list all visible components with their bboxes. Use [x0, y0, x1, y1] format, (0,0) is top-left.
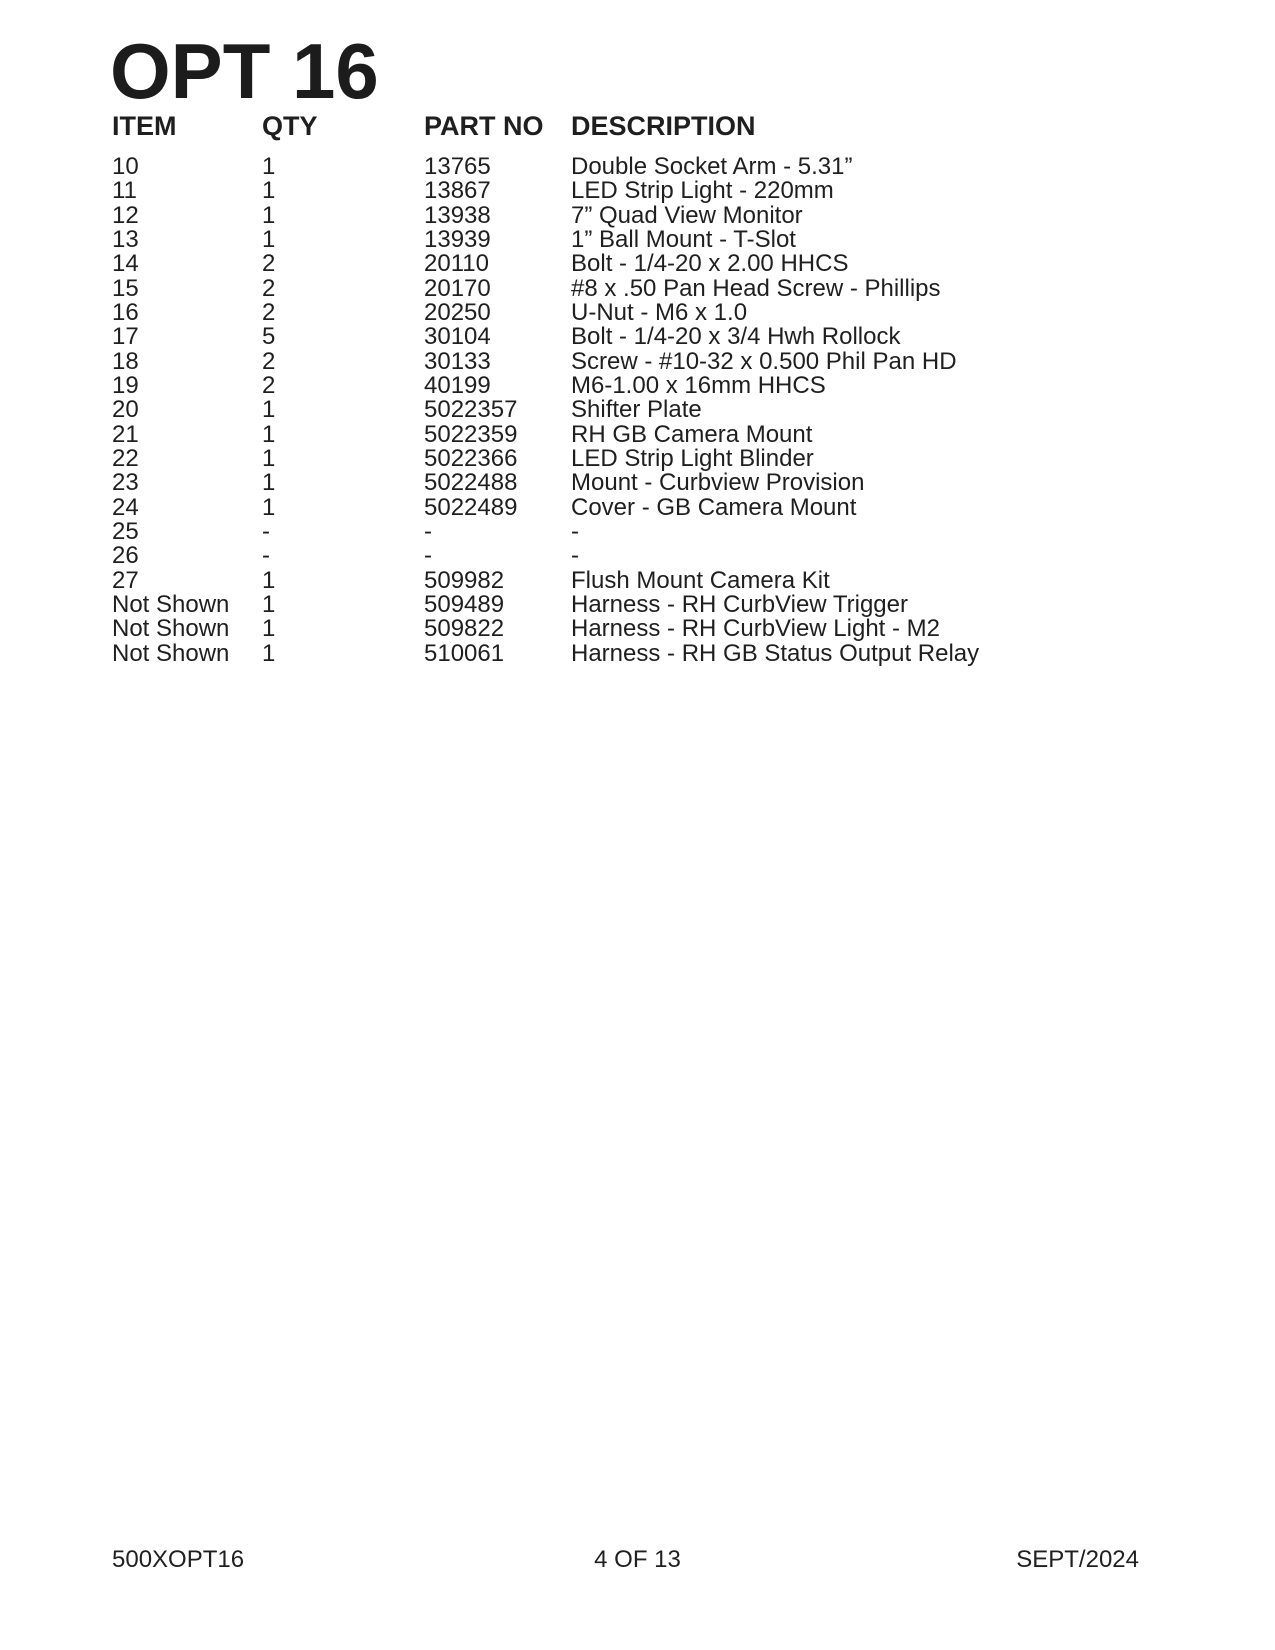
column-header-qty: QTY — [262, 111, 318, 141]
cell-part-no: 509822 — [424, 615, 505, 643]
cell-qty: 1 — [262, 590, 276, 618]
cell-description: Harness - RH CurbView Trigger — [571, 590, 908, 618]
cell-part-no: 5022357 — [424, 396, 518, 424]
table-row — [112, 566, 1192, 594]
cell-item: 15 — [112, 274, 139, 302]
column-header-item: ITEM — [112, 111, 177, 141]
table-row — [112, 544, 1192, 568]
cell-part-no: 5022488 — [424, 469, 518, 497]
table-header-row — [112, 112, 1192, 140]
cell-qty: 1 — [262, 201, 276, 229]
table-row — [112, 639, 1192, 667]
parts-table — [112, 112, 1192, 666]
column-header-description: DESCRIPTION — [571, 111, 756, 141]
cell-item: 14 — [112, 250, 139, 278]
cell-description: U-Nut - M6 x 1.0 — [571, 298, 748, 326]
cell-item: Not Shown — [112, 639, 230, 667]
cell-description: Cover - GB Camera Mount — [571, 493, 857, 521]
cell-description: RH GB Camera Mount — [571, 420, 813, 448]
cell-item: 23 — [112, 469, 139, 497]
cell-qty: 5 — [262, 323, 276, 351]
table-row — [112, 252, 1192, 276]
cell-part-no: 20170 — [424, 274, 491, 302]
table-row — [112, 225, 1192, 253]
cell-item: Not Shown — [112, 590, 230, 618]
table-row — [112, 617, 1192, 641]
table-body — [112, 155, 1192, 666]
cell-qty: 1 — [262, 225, 276, 253]
cell-part-no: 5022359 — [424, 420, 518, 448]
table-row — [112, 347, 1192, 375]
cell-qty: - — [262, 542, 270, 570]
cell-description: Bolt - 1/4-20 x 2.00 HHCS — [571, 250, 849, 278]
cell-part-no: 20250 — [424, 298, 491, 326]
cell-part-no: 30133 — [424, 347, 491, 375]
table-row — [112, 179, 1192, 203]
cell-description: Flush Mount Camera Kit — [571, 566, 830, 594]
cell-description: Harness - RH CurbView Light - M2 — [571, 615, 941, 643]
cell-qty: 1 — [262, 153, 276, 180]
cell-description: M6-1.00 x 16mm HHCS — [571, 371, 826, 399]
cell-description: Double Socket Arm - 5.31” — [571, 153, 853, 180]
cell-item: 13 — [112, 225, 139, 253]
table-row — [112, 493, 1192, 521]
cell-item: 24 — [112, 493, 139, 521]
table-row — [112, 298, 1192, 326]
cell-description: LED Strip Light - 220mm — [571, 177, 834, 205]
cell-description: 7” Quad View Monitor — [571, 201, 803, 229]
cell-item: 22 — [112, 444, 139, 472]
table-row — [112, 444, 1192, 472]
cell-qty: 1 — [262, 177, 276, 205]
cell-part-no: 13765 — [424, 153, 491, 180]
cell-qty: 1 — [262, 444, 276, 472]
table-row — [112, 420, 1192, 448]
cell-qty: 2 — [262, 274, 276, 302]
cell-item: 11 — [112, 177, 137, 205]
cell-qty: 1 — [262, 493, 276, 521]
cell-description: Screw - #10-32 x 0.500 Phil Pan HD — [571, 347, 957, 375]
cell-item: 27 — [112, 566, 139, 594]
table-row — [112, 517, 1192, 545]
cell-item: Not Shown — [112, 615, 230, 643]
cell-qty: - — [262, 517, 270, 545]
cell-qty: 1 — [262, 396, 276, 424]
cell-item: 18 — [112, 347, 139, 375]
page-title: OPT 16 — [110, 27, 379, 115]
cell-qty: 1 — [262, 420, 276, 448]
cell-description: Mount - Curbview Provision — [571, 469, 865, 497]
table-row — [112, 201, 1192, 229]
cell-item: 26 — [112, 542, 139, 570]
cell-qty: 2 — [262, 347, 276, 375]
cell-part-no: 13867 — [424, 177, 491, 205]
footer-date: SEPT/2024 — [1016, 1546, 1139, 1573]
cell-item: 19 — [112, 371, 139, 399]
cell-part-no: 510061 — [424, 639, 505, 667]
cell-description: - — [571, 542, 579, 570]
cell-part-no: 509489 — [424, 590, 505, 618]
table-row — [112, 471, 1192, 495]
cell-description: - — [571, 517, 579, 545]
cell-description: LED Strip Light Blinder — [571, 444, 814, 472]
cell-part-no: 509982 — [424, 566, 505, 594]
cell-description: 1” Ball Mount - T-Slot — [571, 225, 796, 253]
cell-part-no: 13939 — [424, 225, 491, 253]
cell-item: 25 — [112, 517, 139, 545]
footer-doc-code: 500XOPT16 — [112, 1546, 245, 1573]
cell-part-no: 13938 — [424, 201, 491, 229]
footer-page-number: 4 OF 13 — [594, 1546, 681, 1573]
cell-qty: 2 — [262, 371, 276, 399]
table-row — [112, 590, 1192, 618]
table-row — [112, 325, 1192, 349]
cell-qty: 2 — [262, 250, 276, 278]
table-row — [112, 155, 1192, 179]
table-row — [112, 274, 1192, 302]
cell-qty: 2 — [262, 298, 276, 326]
cell-qty: 1 — [262, 469, 276, 497]
table-row — [112, 371, 1192, 399]
cell-part-no: - — [424, 542, 432, 570]
cell-item: 16 — [112, 298, 139, 326]
cell-item: 12 — [112, 201, 139, 229]
cell-qty: 1 — [262, 566, 276, 594]
cell-part-no: 30104 — [424, 323, 491, 351]
cell-item: 10 — [112, 153, 139, 180]
cell-qty: 1 — [262, 615, 276, 643]
cell-description: Harness - RH GB Status Output Relay — [571, 639, 980, 667]
table-row — [112, 398, 1192, 422]
cell-part-no: - — [424, 517, 432, 545]
cell-qty: 1 — [262, 639, 276, 667]
cell-part-no: 20110 — [424, 250, 489, 278]
cell-description: #8 x .50 Pan Head Screw - Phillips — [571, 274, 941, 302]
page-footer — [0, 1546, 1275, 1574]
cell-description: Shifter Plate — [571, 396, 702, 424]
column-header-part-no: PART NO — [424, 111, 544, 141]
cell-description: Bolt - 1/4-20 x 3/4 Hwh Rollock — [571, 323, 901, 351]
cell-item: 17 — [112, 323, 139, 351]
cell-item: 20 — [112, 396, 139, 424]
cell-part-no: 5022489 — [424, 493, 518, 521]
cell-part-no: 40199 — [424, 371, 491, 399]
cell-part-no: 5022366 — [424, 444, 518, 472]
cell-item: 21 — [112, 420, 139, 448]
